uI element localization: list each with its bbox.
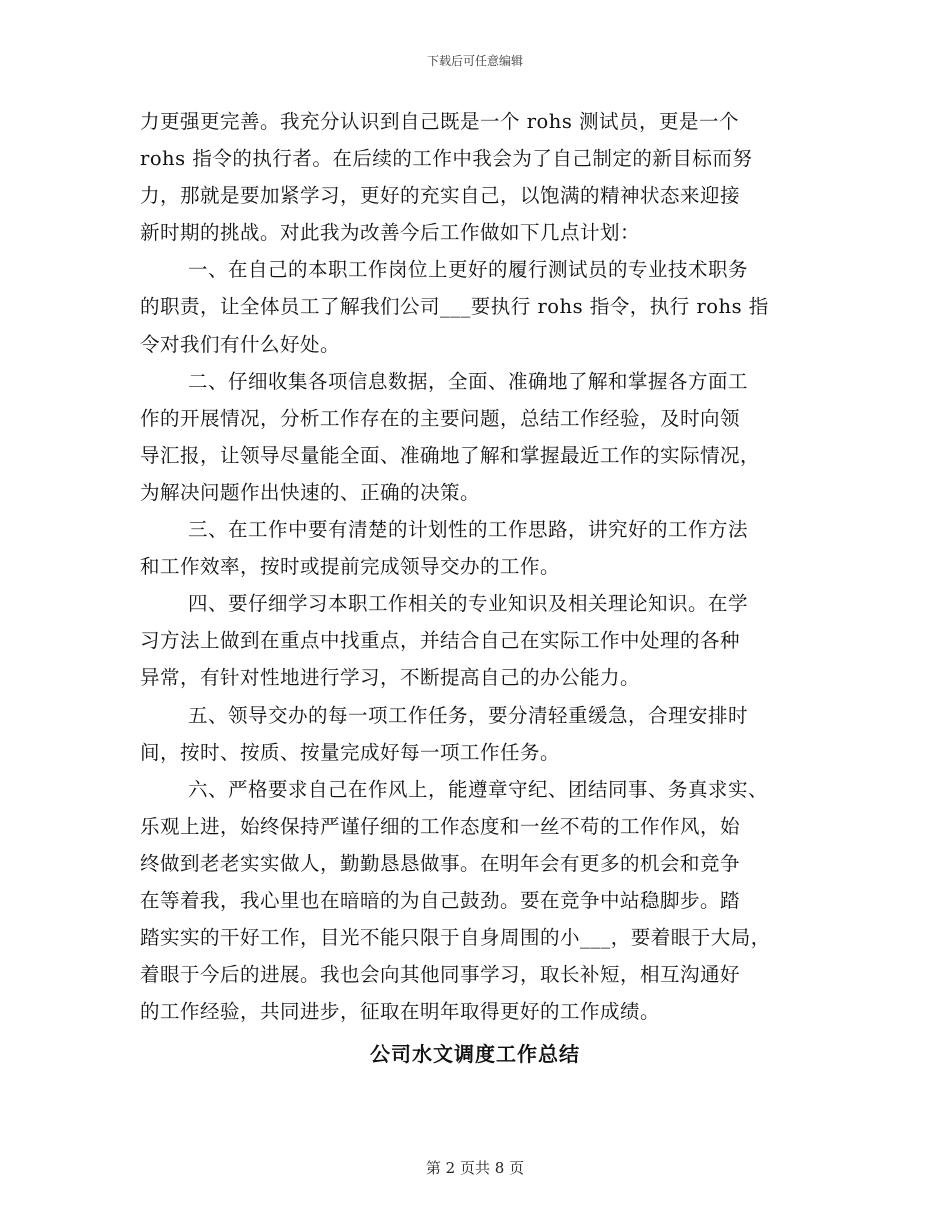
body-line: 乐观上进，始终保持严谨仔细的工作态度和一丝不苟的工作作风，始: [140, 814, 741, 838]
body-line: 踏实实的干好工作，目光不能只限于自身周围的小___，要着眼于大局，: [140, 926, 771, 950]
body-line: 间，按时、按质、按量完成好每一项工作任务。: [140, 740, 561, 764]
body-line: 四、要仔细学习本职工作相关的专业知识及相关理论知识。在学: [188, 592, 749, 616]
body-line: 六、严格要求自己在作风上，能遵章守纪、团结同事、务真求实、: [188, 777, 769, 801]
body-line: 力，那就是要加紧学习，更好的充实自己，以饱满的精神状态来迎接: [140, 184, 741, 208]
body-line: 力更强更完善。我充分认识到自己既是一个 rohs 测试员，更是一个: [140, 110, 740, 133]
body-line: 为解决问题作出快速的、正确的决策。: [140, 480, 481, 504]
page-number-footer: 第 2 页共 8 页: [425, 1159, 525, 1177]
body-line: 的职责，让全体员工了解我们公司___要执行 rohs 指令，执行 rohs 指: [140, 295, 769, 319]
body-line: 终做到老老实实做人，勤勤恳恳做事。在明年会有更多的机会和竞争: [140, 851, 741, 875]
page-header-note: 下载后可任意编辑: [426, 54, 523, 68]
body-line: 作的开展情况，分析工作存在的主要问题，总结工作经验，及时向领: [140, 406, 741, 430]
section-title: 公司水文调度工作总结: [370, 1042, 580, 1066]
body-line: 三、在工作中要有清楚的计划性的工作思路，讲究好的工作方法: [188, 518, 749, 542]
body-line: 导汇报，让领导尽量能全面、准确地了解和掌握最近工作的实际情况，: [140, 443, 761, 467]
body-line: 和工作效率，按时或提前完成领导交办的工作。: [140, 555, 561, 579]
body-line: 的工作经验，共同进步，征取在明年取得更好的工作成绩。: [140, 1000, 661, 1024]
body-line: 着眼于今后的进展。我也会向其他同事学习，取长补短，相互沟通好: [140, 963, 741, 987]
body-line: 一、在自己的本职工作岗位上更好的履行测试员的专业技术职务: [188, 258, 749, 282]
body-line: 新时期的挑战。对此我为改善今后工作做如下几点计划：: [140, 221, 641, 245]
body-line: rohs 指令的执行者。在后续的工作中我会为了自己制定的新目标而努: [140, 147, 753, 171]
body-line: 异常，有针对性地进行学习，不断提高自己的办公能力。: [140, 666, 641, 690]
body-line: 令对我们有什么好处。: [140, 332, 341, 356]
body-line: 二、仔细收集各项信息数据，全面、准确地了解和掌握各方面工: [188, 369, 749, 393]
body-line: 在等着我，我心里也在暗暗的为自己鼓劲。要在竞争中站稳脚步。踏: [140, 888, 741, 912]
body-line: 习方法上做到在重点中找重点，并结合自己在实际工作中处理的各种: [140, 629, 741, 653]
document-body: [140, 103, 810, 1030]
body-line: 五、领导交办的每一项工作任务，要分清轻重缓急，合理安排时: [188, 703, 749, 727]
